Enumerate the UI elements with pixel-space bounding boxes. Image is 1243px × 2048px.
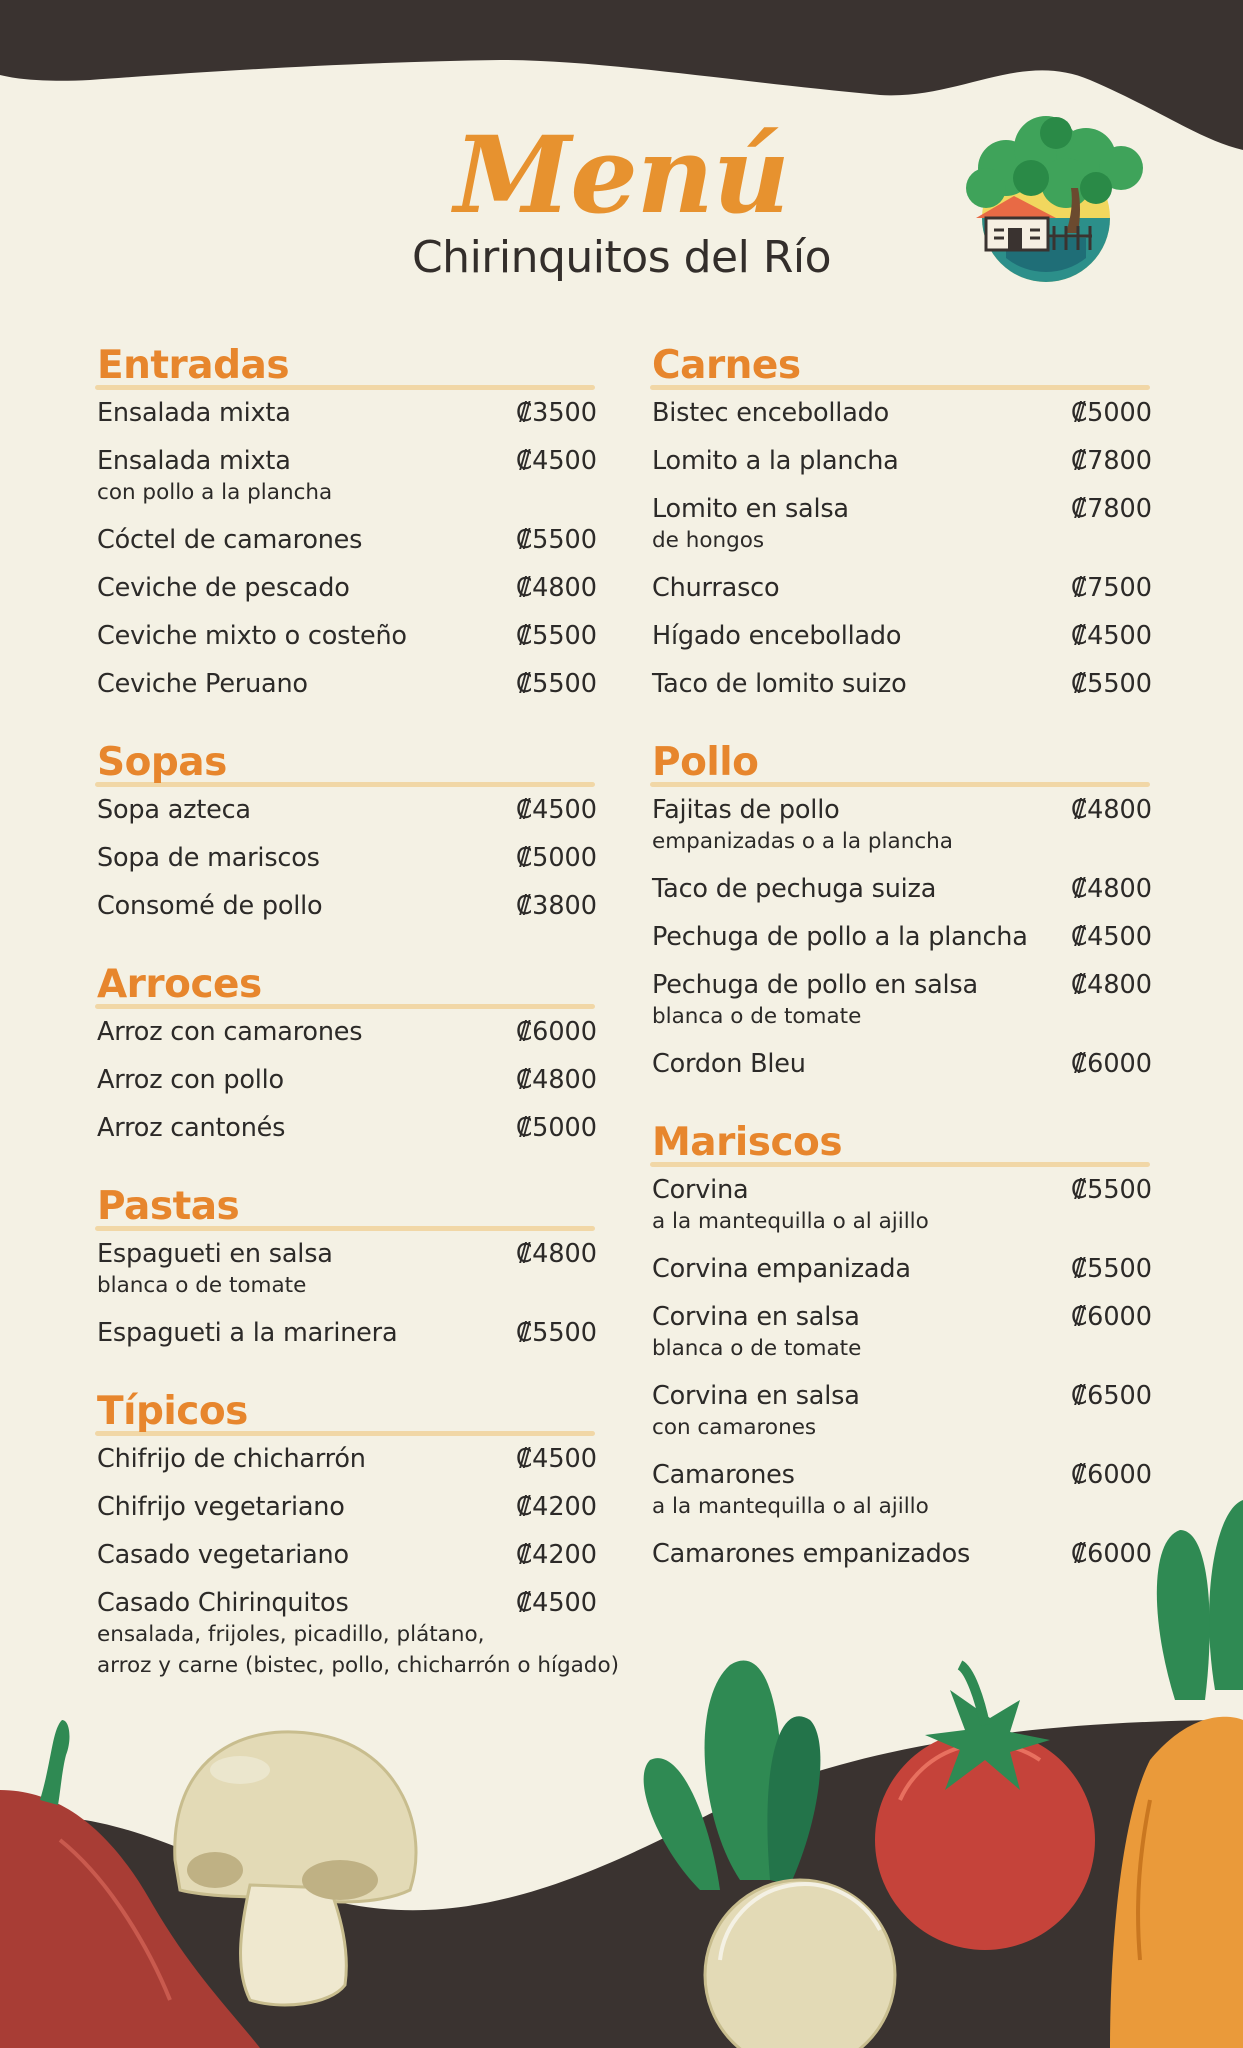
item-price: ₡5500 — [515, 525, 597, 555]
item-price: ₡5000 — [1070, 398, 1152, 428]
item-price: ₡6000 — [1070, 1302, 1152, 1332]
section-title: Arroces — [97, 962, 262, 1007]
section-header — [95, 1386, 595, 1438]
menu-item — [652, 621, 1150, 652]
item-price: ₡7500 — [1070, 573, 1152, 603]
section-header — [650, 1117, 1150, 1169]
item-price: ₡5500 — [1070, 1254, 1152, 1284]
item-name: Hígado encebollado — [652, 621, 902, 651]
menu-item — [97, 1492, 595, 1523]
section-header — [95, 1181, 595, 1233]
item-name: Chifrijo de chicharrón — [97, 1444, 366, 1474]
item-name: Corvina en salsa — [652, 1381, 860, 1411]
section-title: Carnes — [652, 343, 801, 388]
item-price: ₡5000 — [515, 843, 597, 873]
item-name: Sopa azteca — [97, 795, 251, 825]
item-name: Espagueti en salsa — [97, 1239, 333, 1269]
restaurant-name: Chirinquitos del Río — [411, 232, 832, 283]
item-name: Arroz con pollo — [97, 1065, 284, 1095]
menu-item — [97, 621, 595, 652]
item-name: Ceviche mixto o costeño — [97, 621, 407, 651]
menu-item — [652, 922, 1150, 953]
menu-item — [97, 891, 595, 922]
item-price: ₡5500 — [515, 669, 597, 699]
menu-item — [97, 1065, 595, 1096]
item-price: ₡4800 — [1070, 970, 1152, 1000]
item-description: arroz y carne (bistec, pollo, chicharrón o hígado) — [97, 1653, 619, 1678]
section-tipicos — [95, 1386, 619, 1681]
menu-item — [652, 398, 1150, 429]
item-description: de hongos — [652, 528, 765, 553]
menu-item — [652, 1049, 1150, 1080]
menu-item — [97, 525, 595, 556]
menu-item — [97, 1113, 595, 1144]
item-name: Corvina — [652, 1175, 749, 1205]
item-price: ₡3800 — [515, 891, 597, 921]
item-price: ₡4200 — [515, 1540, 597, 1570]
menu-item — [97, 843, 595, 874]
item-name: Pechuga de pollo en salsa — [652, 970, 978, 1000]
section-title: Sopas — [97, 740, 227, 785]
item-price: ₡5500 — [515, 1318, 597, 1348]
section-header — [95, 959, 595, 1011]
item-price: ₡6000 — [1070, 1460, 1152, 1490]
item-price: ₡4500 — [1070, 621, 1152, 651]
item-name: Corvina en salsa — [652, 1302, 860, 1332]
menu-item — [652, 573, 1150, 604]
menu-item — [97, 1318, 595, 1349]
menu-item — [652, 874, 1150, 905]
item-price: ₡4800 — [1070, 874, 1152, 904]
section-mariscos — [650, 1117, 1150, 1570]
section-carnes — [650, 340, 1150, 700]
menu-item — [97, 1239, 595, 1301]
item-description: a la mantequilla o al ajillo — [652, 1494, 929, 1519]
item-description: ensalada, frijoles, picadillo, plátano, — [97, 1622, 485, 1647]
menu-item — [652, 1460, 1150, 1522]
chili-pepper-icon — [0, 1790, 260, 2048]
carrot-leaves — [1157, 1500, 1243, 1700]
item-price: ₡4500 — [515, 795, 597, 825]
item-price: ₡4500 — [515, 1444, 597, 1474]
item-name: Lomito a la plancha — [652, 446, 899, 476]
menu-item — [652, 1254, 1150, 1285]
turnip-icon — [705, 1880, 895, 2048]
item-name: Taco de lomito suizo — [652, 669, 907, 699]
section-header — [650, 737, 1150, 789]
section-title: Pastas — [97, 1184, 240, 1229]
section-pastas — [95, 1181, 595, 1349]
menu-item — [97, 1017, 595, 1048]
menu-item — [97, 1444, 595, 1475]
section-sopas — [95, 737, 595, 922]
item-description: empanizadas o a la plancha — [652, 829, 953, 854]
item-name: Sopa de mariscos — [97, 843, 320, 873]
item-price: ₡4500 — [1070, 922, 1152, 952]
item-price: ₡4800 — [515, 1065, 597, 1095]
section-title: Típicos — [97, 1389, 248, 1434]
menu-item — [652, 1302, 1150, 1364]
menu-item — [652, 1175, 1150, 1237]
item-name: Ensalada mixta — [97, 398, 291, 428]
item-name: Espagueti a la marinera — [97, 1318, 398, 1348]
item-price: ₡7800 — [1070, 446, 1152, 476]
menu-item — [652, 446, 1150, 477]
section-entradas — [95, 340, 595, 700]
menu-title: Menú — [454, 112, 789, 237]
item-price: ₡6000 — [515, 1017, 597, 1047]
item-price: ₡5000 — [515, 1113, 597, 1143]
menu-item — [97, 795, 595, 826]
menu-item — [97, 1540, 595, 1571]
section-title: Entradas — [97, 343, 290, 388]
item-price: ₡5500 — [1070, 669, 1152, 699]
menu-item — [97, 669, 595, 700]
item-name: Corvina empanizada — [652, 1254, 911, 1284]
menu-item — [652, 970, 1150, 1032]
item-description: blanca o de tomate — [652, 1004, 862, 1029]
menu-item — [652, 795, 1150, 857]
section-title: Mariscos — [652, 1120, 843, 1165]
item-price: ₡4200 — [515, 1492, 597, 1522]
item-name: Ceviche de pescado — [97, 573, 350, 603]
item-name: Cóctel de camarones — [97, 525, 363, 555]
section-arroces — [95, 959, 595, 1144]
item-name: Churrasco — [652, 573, 780, 603]
item-name: Ensalada mixta — [97, 446, 291, 476]
item-price: ₡4800 — [1070, 795, 1152, 825]
item-price: ₡6000 — [1070, 1539, 1152, 1569]
item-description: blanca o de tomate — [97, 1273, 307, 1298]
item-price: ₡6500 — [1070, 1381, 1152, 1411]
carrot-icon — [1110, 1717, 1243, 2048]
item-name: Lomito en salsa — [652, 494, 849, 524]
item-name: Camarones — [652, 1460, 795, 1490]
item-price: ₡4500 — [515, 1588, 597, 1618]
section-header — [95, 737, 595, 789]
item-name: Pechuga de pollo a la plancha — [652, 922, 1028, 952]
section-title: Pollo — [652, 740, 759, 785]
item-name: Cordon Bleu — [652, 1049, 806, 1079]
left-menu-column — [95, 340, 619, 1718]
item-name: Consomé de pollo — [97, 891, 323, 921]
item-description: con pollo a la plancha — [97, 480, 333, 505]
item-name: Ceviche Peruano — [97, 669, 308, 699]
item-description: blanca o de tomate — [652, 1336, 862, 1361]
item-name: Bistec encebollado — [652, 398, 890, 428]
menu-item — [652, 1539, 1150, 1570]
item-name: Arroz con camarones — [97, 1017, 363, 1047]
right-menu-column — [650, 340, 1150, 1607]
item-description: a la mantequilla o al ajillo — [652, 1209, 929, 1234]
section-header — [650, 340, 1150, 392]
item-name: Casado Chirinquitos — [97, 1588, 349, 1618]
menu-item — [652, 1381, 1150, 1443]
item-price: ₡4500 — [515, 446, 597, 476]
item-price: ₡4800 — [515, 573, 597, 603]
item-price: ₡4800 — [515, 1239, 597, 1269]
item-name: Casado vegetariano — [97, 1540, 349, 1570]
section-pollo — [650, 737, 1150, 1080]
item-name: Taco de pechuga suiza — [652, 874, 937, 904]
menu-item — [652, 669, 1150, 700]
section-header — [95, 340, 595, 392]
item-price: ₡5500 — [515, 621, 597, 651]
item-name: Arroz cantonés — [97, 1113, 286, 1143]
item-price: ₡6000 — [1070, 1049, 1152, 1079]
mushroom-icon — [175, 1732, 416, 2005]
item-name: Chifrijo vegetariano — [97, 1492, 345, 1522]
item-price: ₡3500 — [515, 398, 597, 428]
item-name: Camarones empanizados — [652, 1539, 971, 1569]
menu-item — [97, 573, 595, 604]
menu-item — [97, 1588, 619, 1681]
tomato-icon — [875, 1730, 1095, 1950]
menu-item — [652, 494, 1150, 556]
item-name: Fajitas de pollo — [652, 795, 840, 825]
menu-item — [97, 446, 595, 508]
item-price: ₡7800 — [1070, 494, 1152, 524]
menu-item — [97, 398, 595, 429]
item-description: con camarones — [652, 1415, 817, 1440]
item-price: ₡5500 — [1070, 1175, 1152, 1205]
